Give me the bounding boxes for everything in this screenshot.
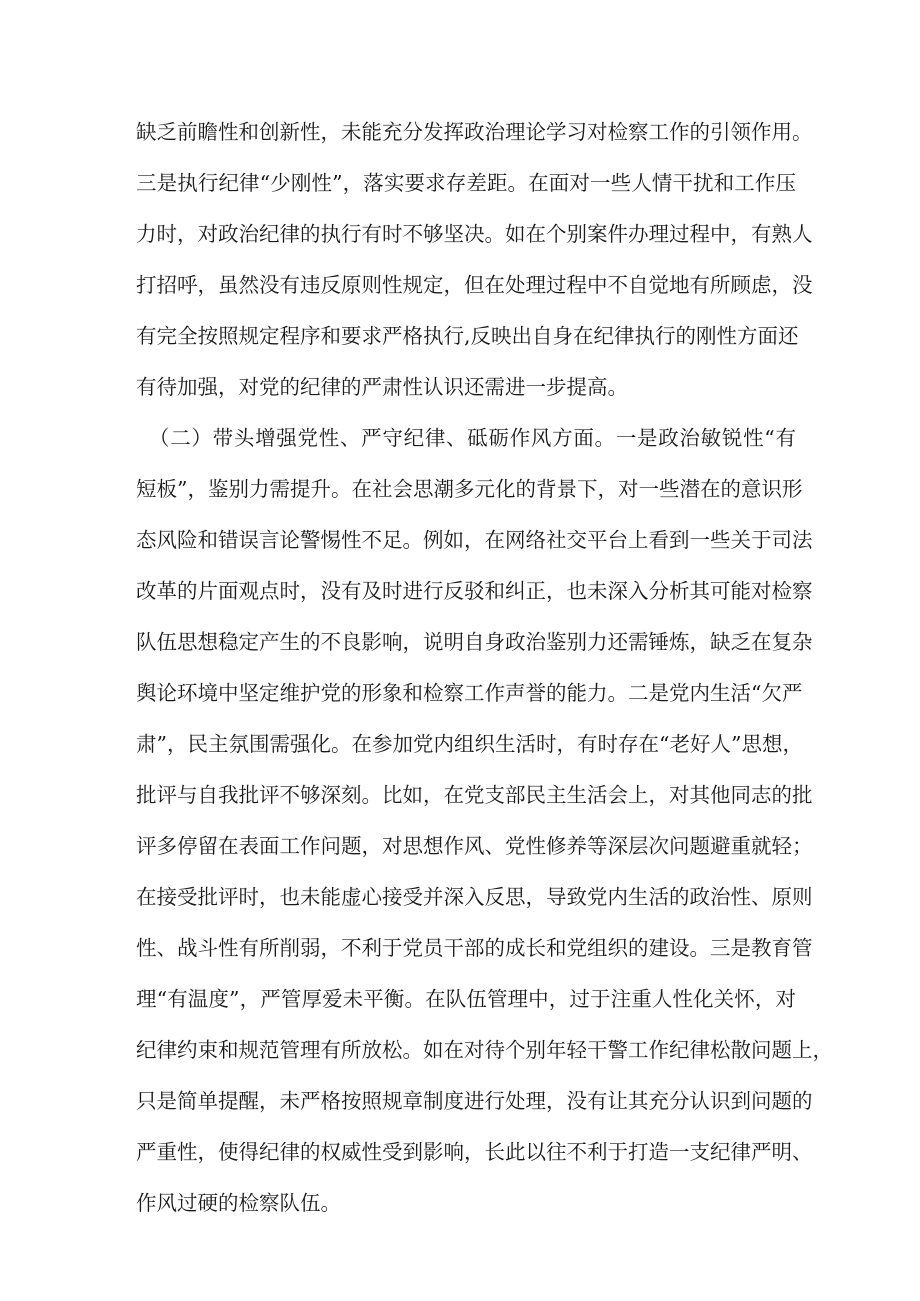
text-line: 短板”，鉴别力需提升。在社会思潮多元化的背景下，对一些潜在的意识形 — [136, 477, 803, 501]
text-line: 队伍思想稳定产生的不良影响，说明自身政治鉴别力还需锤炼，缺乏在复杂 — [136, 630, 813, 654]
text-line: 力时，对政治纪律的执行有时不够坚决。如在个别案件办理过程中，有熟人 — [136, 222, 813, 246]
text-line: 严重性，使得纪律的权威性受到影响，长此以往不利于打造一支纪律严明、 — [136, 1140, 813, 1164]
text-line: 肃”，民主氛围需强化。在参加党内组织生活时，有时存在“老好人”思想， — [136, 732, 803, 756]
text-line: 评多停留在表面工作问题，对思想作风、党性修养等深层次问题避重就轻； — [136, 834, 813, 858]
body-text — [136, 110, 833, 1232]
text-line: 有完全按照规定程序和要求严格执行,反映出自身在纪律执行的刚性方面还 — [136, 324, 799, 348]
text-line: 性、战斗性有所削弱，不利于党员干部的成长和党组织的建设。三是教育管 — [136, 936, 813, 960]
text-line: 三是执行纪律“少刚性”，落实要求存差距。在面对一些人情干扰和工作压 — [136, 171, 796, 195]
section-heading-line: （二）带头增强党性、严守纪律、砥砺作风方面。一是政治敏锐性“有 — [149, 426, 796, 450]
text-line: 打招呼，虽然没有违反原则性规定，但在处理过程中不自觉地有所顾虑，没 — [136, 273, 813, 297]
text-line: 批评与自我批评不够深刻。比如，在党支部民主生活会上，对其他同志的批 — [136, 783, 813, 807]
text-line: 只是简单提醒，未严格按照规章制度进行处理，没有让其充分认识到问题的 — [136, 1089, 813, 1113]
text-line: 舆论环境中坚定维护党的形象和检察工作声誉的能力。二是党内生活“欠严 — [136, 681, 803, 705]
text-line: 理“有温度”，严管厚爱未平衡。在队伍管理中，过于注重人性化关怀，对 — [136, 987, 796, 1011]
text-line: 有待加强，对党的纪律的严肃性认识还需进一步提高。 — [136, 375, 628, 399]
text-line: 缺乏前瞻性和创新性，未能充分发挥政治理论学习对检察工作的引领作用。 — [136, 120, 813, 144]
text-line: 在接受批评时，也未能虚心接受并深入反思，导致党内生活的政治性、原则 — [136, 885, 813, 909]
text-line: 作风过硬的检察队伍。 — [136, 1191, 341, 1215]
text-line: 纪律约束和规范管理有所放松。如在对待个别年轻干警工作纪律松散问题上， — [136, 1038, 833, 1062]
text-line: 改革的片面观点时，没有及时进行反驳和纠正，也未深入分析其可能对检察 — [136, 579, 813, 603]
text-line: 态风险和错误言论警惕性不足。例如，在网络社交平台上看到一些关于司法 — [136, 528, 813, 552]
